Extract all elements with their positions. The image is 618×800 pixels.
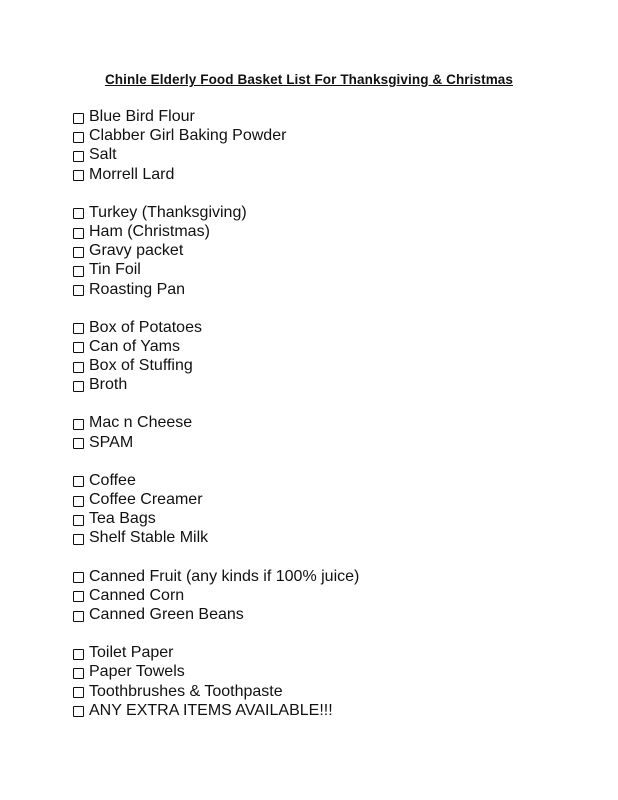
checklist-item[interactable]: [73, 662, 593, 681]
checklist-item-label: Salt: [89, 146, 117, 164]
checkbox[interactable]: [73, 706, 84, 717]
checkbox[interactable]: [73, 611, 84, 622]
checklist-item[interactable]: [73, 241, 593, 260]
checkbox[interactable]: [73, 572, 84, 583]
checklist-item[interactable]: [73, 260, 593, 279]
checklist-item-label: Broth: [89, 376, 128, 394]
checklist-item-label: Turkey (Thanksgiving): [89, 203, 247, 221]
checkbox[interactable]: [73, 496, 84, 507]
checklist-item-label: Roasting Pan: [89, 280, 186, 298]
checklist-item[interactable]: [73, 280, 593, 299]
checkbox[interactable]: [73, 266, 84, 277]
checkbox[interactable]: [73, 323, 84, 334]
checklist-item[interactable]: [73, 567, 593, 586]
checklist-item[interactable]: [73, 107, 593, 126]
checklist-item[interactable]: [73, 586, 593, 605]
checklist-item-label: Paper Towels: [89, 663, 185, 681]
checkbox[interactable]: [73, 438, 84, 449]
checklist-group: [73, 567, 593, 625]
checkbox[interactable]: [73, 170, 84, 181]
checklist-item-label: Tea Bags: [89, 510, 156, 528]
checklist-item-label: Shelf Stable Milk: [89, 529, 209, 547]
checkbox[interactable]: [73, 342, 84, 353]
checklist-group: [73, 203, 593, 299]
checklist-item-label: Box of Potatoes: [89, 318, 202, 336]
checklist-item-label: Canned Green Beans: [89, 605, 244, 623]
checklist-item[interactable]: [73, 318, 593, 337]
checkbox[interactable]: [73, 649, 84, 660]
checklist-group: [73, 107, 593, 184]
checkbox[interactable]: [73, 515, 84, 526]
checklist-group: [73, 643, 593, 720]
checklist-item-label: Gravy packet: [89, 242, 184, 260]
checklist-item[interactable]: [73, 126, 593, 145]
checklist-item[interactable]: [73, 490, 593, 509]
checklist-item[interactable]: [73, 682, 593, 701]
checkbox[interactable]: [73, 247, 84, 258]
checklist-item[interactable]: [73, 145, 593, 164]
checklist-item[interactable]: [73, 203, 593, 222]
checklist-item[interactable]: [73, 643, 593, 662]
checkbox[interactable]: [73, 285, 84, 296]
checklist-item-label: Blue Bird Flour: [89, 108, 195, 125]
checklist-item-label: Clabber Girl Baking Powder: [89, 127, 287, 145]
checklist-item[interactable]: [73, 605, 593, 624]
checklist-item-label: Tin Foil: [89, 261, 141, 279]
checklist-item-label: Morrell Lard: [89, 165, 175, 183]
checkbox[interactable]: [73, 687, 84, 698]
checkbox[interactable]: [73, 113, 84, 124]
checkbox[interactable]: [73, 228, 84, 239]
checklist-item[interactable]: [73, 701, 593, 720]
checklist-item[interactable]: [73, 222, 593, 241]
checklist-item-label: Toilet Paper: [89, 644, 174, 662]
checklist-item-label: Coffee: [89, 471, 136, 489]
checklist-group: [73, 471, 593, 548]
checkbox[interactable]: [73, 534, 84, 545]
checklist-item-label: Canned Fruit (any kinds if 100% juice): [89, 567, 360, 585]
checkbox[interactable]: [73, 208, 84, 219]
checklist-item-label: ANY EXTRA ITEMS AVAILABLE!!!: [89, 701, 333, 719]
page-title: Chinle Elderly Food Basket List For Thanksgiving & Christmas: [104, 72, 514, 87]
checklist-item-label: Box of Stuffing: [89, 357, 193, 375]
checkbox[interactable]: [73, 132, 84, 143]
checklist-item[interactable]: [73, 509, 593, 528]
checklist-item[interactable]: [73, 165, 593, 184]
checkbox[interactable]: [73, 362, 84, 373]
checkbox[interactable]: [73, 591, 84, 602]
checklist-item[interactable]: [73, 337, 593, 356]
checklist-item[interactable]: [73, 413, 593, 432]
checklist-group: [73, 413, 593, 451]
checklist-item[interactable]: [73, 433, 593, 452]
checklist-group: [73, 318, 593, 395]
checklist-item-label: Coffee Creamer: [89, 491, 203, 508]
checklist-item-label: SPAM: [89, 433, 134, 451]
checklist-item[interactable]: [73, 375, 593, 394]
checklist: [73, 107, 593, 739]
checklist-item-label: Can of Yams: [89, 337, 181, 355]
checklist-item-label: Canned Corn: [89, 586, 185, 604]
checkbox[interactable]: [73, 151, 84, 162]
checkbox[interactable]: [73, 381, 84, 392]
checklist-item[interactable]: [73, 356, 593, 375]
checklist-item-label: Ham (Christmas): [89, 222, 210, 240]
checklist-item[interactable]: [73, 471, 593, 490]
checklist-item[interactable]: [73, 528, 593, 547]
checkbox[interactable]: [73, 419, 84, 430]
checklist-item-label: Mac n Cheese: [89, 414, 193, 432]
checkbox[interactable]: [73, 476, 84, 487]
checkbox[interactable]: [73, 668, 84, 679]
checklist-item-label: Toothbrushes & Toothpaste: [89, 682, 283, 700]
